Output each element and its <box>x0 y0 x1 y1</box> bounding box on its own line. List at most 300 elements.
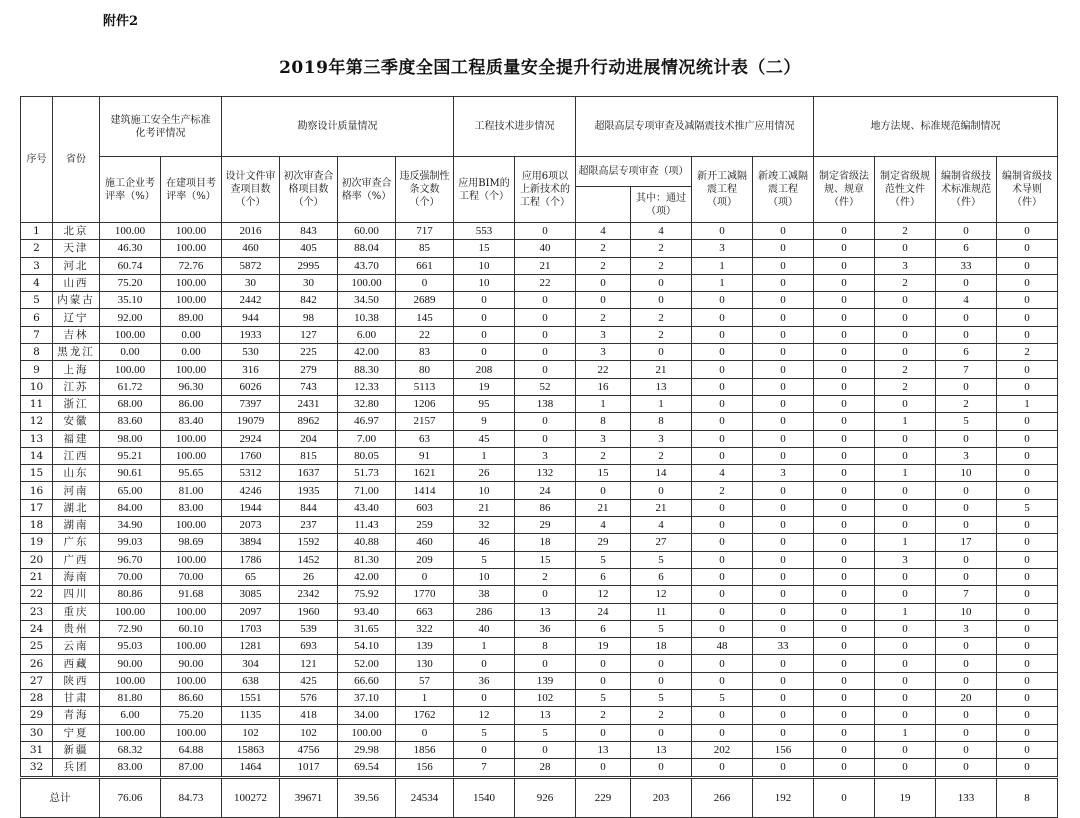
row-province: 云南 <box>53 638 100 655</box>
table-cell: 237 <box>280 517 338 534</box>
table-cell: 7 <box>936 586 997 603</box>
table-cell: 91.68 <box>161 586 222 603</box>
table-cell: 3 <box>936 447 997 464</box>
row-province: 河南 <box>53 482 100 499</box>
table-cell: 29 <box>515 517 576 534</box>
table-cell: 0 <box>692 534 753 551</box>
total-cell: 229 <box>576 777 631 817</box>
table-cell: 0 <box>875 430 936 447</box>
table-cell: 0 <box>753 517 814 534</box>
table-cell: 70.00 <box>100 568 161 585</box>
table-cell: 15 <box>454 240 515 257</box>
table-cell: 1762 <box>396 707 454 724</box>
table-cell: 259 <box>396 517 454 534</box>
table-cell: 127 <box>280 326 338 343</box>
total-cell: 19 <box>875 777 936 817</box>
table-cell: 0 <box>875 638 936 655</box>
table-cell: 2097 <box>222 603 280 620</box>
header-c8: 应用6项以上新技术的工程（个） <box>515 157 576 223</box>
table-cell: 0 <box>753 257 814 274</box>
table-cell: 2 <box>576 447 631 464</box>
table-cell: 132 <box>515 465 576 482</box>
header-c9b: 其中：通过（项） <box>631 187 692 223</box>
table-cell: 0 <box>753 707 814 724</box>
row-seq: 4 <box>21 274 53 291</box>
table-cell: 4 <box>576 517 631 534</box>
table-row <box>21 534 1058 551</box>
table-cell: 80.86 <box>100 586 161 603</box>
table-cell: 0 <box>997 551 1058 568</box>
row-province: 海南 <box>53 568 100 585</box>
table-cell: 0 <box>692 309 753 326</box>
table-cell: 0 <box>875 586 936 603</box>
table-cell: 83.40 <box>161 413 222 430</box>
table-cell: 0 <box>814 724 875 741</box>
row-province: 江苏 <box>53 378 100 395</box>
row-province: 新疆 <box>53 741 100 758</box>
table-cell: 48 <box>692 638 753 655</box>
table-cell: 316 <box>222 361 280 378</box>
table-row <box>21 759 1058 777</box>
table-row <box>21 413 1058 430</box>
table-cell: 1 <box>454 638 515 655</box>
row-seq: 22 <box>21 586 53 603</box>
table-cell: 70.00 <box>161 568 222 585</box>
table-cell: 71.00 <box>338 482 396 499</box>
header-c10: 新开工减隔震工程（项） <box>692 157 753 223</box>
table-cell: 1621 <box>396 465 454 482</box>
table-cell: 68.00 <box>100 395 161 412</box>
table-cell: 37.10 <box>338 690 396 707</box>
table-cell: 36 <box>454 672 515 689</box>
table-cell: 0 <box>814 430 875 447</box>
table-cell: 539 <box>280 620 338 637</box>
table-cell: 0 <box>997 741 1058 758</box>
row-seq: 12 <box>21 413 53 430</box>
row-province: 浙江 <box>53 395 100 412</box>
table-cell: 4 <box>692 465 753 482</box>
table-row <box>21 690 1058 707</box>
table-cell: 3 <box>576 326 631 343</box>
table-cell: 0 <box>875 517 936 534</box>
table-cell: 1637 <box>280 465 338 482</box>
table-cell: 81.30 <box>338 551 396 568</box>
table-cell: 0 <box>997 223 1058 240</box>
table-cell: 100.00 <box>161 447 222 464</box>
table-cell: 0 <box>814 465 875 482</box>
table-cell: 0 <box>997 724 1058 741</box>
table-row <box>21 395 1058 412</box>
table-cell: 663 <box>396 603 454 620</box>
row-seq: 17 <box>21 499 53 516</box>
table-cell: 31.65 <box>338 620 396 637</box>
table-cell: 0 <box>814 690 875 707</box>
table-cell: 100.00 <box>161 724 222 741</box>
table-row <box>21 603 1058 620</box>
table-cell: 0 <box>997 361 1058 378</box>
table-cell: 1464 <box>222 759 280 777</box>
table-cell: 0 <box>875 707 936 724</box>
table-cell: 7.00 <box>338 430 396 447</box>
table-cell: 10 <box>936 465 997 482</box>
table-row <box>21 378 1058 395</box>
row-province: 天津 <box>53 240 100 257</box>
table-cell: 0 <box>936 378 997 395</box>
table-cell: 57 <box>396 672 454 689</box>
table-cell: 0 <box>631 655 692 672</box>
table-cell: 0 <box>814 534 875 551</box>
table-cell: 2 <box>875 378 936 395</box>
table-cell: 0 <box>631 292 692 309</box>
row-seq: 7 <box>21 326 53 343</box>
table-cell: 0 <box>814 395 875 412</box>
row-seq: 29 <box>21 707 53 724</box>
total-cell: 1540 <box>454 777 515 817</box>
table-row <box>21 465 1058 482</box>
table-cell: 0 <box>753 759 814 777</box>
table-cell: 0 <box>997 620 1058 637</box>
table-cell: 72.90 <box>100 620 161 637</box>
row-seq: 11 <box>21 395 53 412</box>
table-cell: 2073 <box>222 517 280 534</box>
table-cell: 0 <box>753 603 814 620</box>
table-cell: 88.04 <box>338 240 396 257</box>
table-cell: 0 <box>814 447 875 464</box>
table-cell: 0 <box>997 274 1058 291</box>
table-cell: 35.10 <box>100 292 161 309</box>
row-seq: 30 <box>21 724 53 741</box>
table-cell: 100.00 <box>161 223 222 240</box>
table-row <box>21 274 1058 291</box>
table-row <box>21 551 1058 568</box>
table-cell: 3 <box>576 344 631 361</box>
row-province: 贵州 <box>53 620 100 637</box>
table-cell: 0 <box>692 430 753 447</box>
table-cell: 0 <box>936 707 997 724</box>
table-cell: 0 <box>692 620 753 637</box>
table-cell: 0 <box>997 638 1058 655</box>
row-seq: 9 <box>21 361 53 378</box>
table-cell: 98.00 <box>100 430 161 447</box>
header-c2: 在建项目考评率（%） <box>161 157 222 223</box>
row-province: 山西 <box>53 274 100 291</box>
table-cell: 0 <box>753 378 814 395</box>
table-cell: 38 <box>454 586 515 603</box>
table-cell: 0 <box>515 586 576 603</box>
table-cell: 86.60 <box>161 690 222 707</box>
table-cell: 0 <box>997 326 1058 343</box>
table-cell: 0 <box>875 568 936 585</box>
table-cell: 10 <box>454 568 515 585</box>
table-cell: 0 <box>814 603 875 620</box>
table-cell: 576 <box>280 690 338 707</box>
table-cell: 4756 <box>280 741 338 758</box>
table-cell: 75.92 <box>338 586 396 603</box>
table-cell: 1770 <box>396 586 454 603</box>
row-province: 宁夏 <box>53 724 100 741</box>
table-cell: 83.60 <box>100 413 161 430</box>
table-cell: 145 <box>396 309 454 326</box>
table-cell: 2 <box>997 344 1058 361</box>
total-cell: 133 <box>936 777 997 817</box>
row-seq: 15 <box>21 465 53 482</box>
table-cell: 11 <box>631 603 692 620</box>
table-cell: 0 <box>576 759 631 777</box>
table-cell: 0 <box>997 430 1058 447</box>
table-cell: 100.00 <box>161 638 222 655</box>
table-cell: 1 <box>576 395 631 412</box>
row-province: 湖北 <box>53 499 100 516</box>
table-cell: 0 <box>814 413 875 430</box>
row-province: 江西 <box>53 447 100 464</box>
table-cell: 83.00 <box>100 759 161 777</box>
table-cell: 6 <box>936 240 997 257</box>
table-cell: 3 <box>692 240 753 257</box>
table-cell: 86.00 <box>161 395 222 412</box>
header-c12: 制定省级法规、规章（件） <box>814 157 875 223</box>
row-province: 青海 <box>53 707 100 724</box>
table-cell: 2 <box>576 309 631 326</box>
table-cell: 42.00 <box>338 344 396 361</box>
table-cell: 0 <box>814 292 875 309</box>
table-cell: 80.05 <box>338 447 396 464</box>
table-cell: 27 <box>631 534 692 551</box>
table-row <box>21 361 1058 378</box>
table-cell: 0 <box>936 568 997 585</box>
table-cell: 0 <box>997 447 1058 464</box>
table-row <box>21 326 1058 343</box>
table-cell: 83.00 <box>161 499 222 516</box>
table-cell: 0 <box>875 292 936 309</box>
table-cell: 0 <box>875 741 936 758</box>
table-cell: 26 <box>454 465 515 482</box>
header-seq: 序号 <box>21 97 53 223</box>
table-cell: 0 <box>396 274 454 291</box>
header-group-design: 勘察设计质量情况 <box>222 97 454 157</box>
table-cell: 95.03 <box>100 638 161 655</box>
table-cell: 0 <box>814 638 875 655</box>
table-cell: 5113 <box>396 378 454 395</box>
table-cell: 72.76 <box>161 257 222 274</box>
table-cell: 1 <box>875 465 936 482</box>
table-cell: 98 <box>280 309 338 326</box>
table-cell: 42.00 <box>338 568 396 585</box>
table-cell: 0 <box>631 274 692 291</box>
table-cell: 1703 <box>222 620 280 637</box>
table-cell: 33 <box>753 638 814 655</box>
total-cell: 39.56 <box>338 777 396 817</box>
table-cell: 5 <box>576 690 631 707</box>
table-cell: 0 <box>814 517 875 534</box>
header-c11: 新竣工减隔震工程（项） <box>753 157 814 223</box>
total-cell: 266 <box>692 777 753 817</box>
table-cell: 1933 <box>222 326 280 343</box>
table-cell: 92.00 <box>100 309 161 326</box>
table-cell: 100.00 <box>161 361 222 378</box>
table-cell: 0 <box>936 672 997 689</box>
header-c13: 制定省级规范性文件（件） <box>875 157 936 223</box>
table-row <box>21 482 1058 499</box>
table-cell: 26 <box>280 568 338 585</box>
table-cell: 30 <box>222 274 280 291</box>
table-cell: 2157 <box>396 413 454 430</box>
table-cell: 8 <box>631 413 692 430</box>
table-cell: 0 <box>814 672 875 689</box>
table-cell: 0 <box>515 361 576 378</box>
table-cell: 5 <box>997 499 1058 516</box>
table-cell: 75.20 <box>100 274 161 291</box>
table-cell: 0 <box>875 240 936 257</box>
table-cell: 5 <box>631 551 692 568</box>
total-label: 总计 <box>21 777 100 817</box>
table-cell: 15863 <box>222 741 280 758</box>
table-cell: 3894 <box>222 534 280 551</box>
table-cell: 0 <box>692 344 753 361</box>
table-cell: 100.00 <box>100 361 161 378</box>
table-cell: 0 <box>875 482 936 499</box>
table-cell: 0 <box>753 326 814 343</box>
table-cell: 225 <box>280 344 338 361</box>
table-cell: 0 <box>814 326 875 343</box>
table-cell: 86 <box>515 499 576 516</box>
table-cell: 2 <box>631 707 692 724</box>
table-cell: 95.65 <box>161 465 222 482</box>
table-row <box>21 672 1058 689</box>
table-cell: 2 <box>576 707 631 724</box>
table-cell: 5 <box>515 724 576 741</box>
row-seq: 1 <box>21 223 53 240</box>
table-cell: 90.61 <box>100 465 161 482</box>
table-cell: 0 <box>875 447 936 464</box>
table-cell: 460 <box>396 534 454 551</box>
header-c6: 违反强制性条文数（个） <box>396 157 454 223</box>
table-cell: 0 <box>753 724 814 741</box>
table-cell: 40.88 <box>338 534 396 551</box>
table-cell: 0 <box>936 551 997 568</box>
table-cell: 322 <box>396 620 454 637</box>
table-cell: 0 <box>396 568 454 585</box>
table-cell: 1 <box>875 413 936 430</box>
table-row <box>21 240 1058 257</box>
table-cell: 7 <box>936 361 997 378</box>
row-province: 陕西 <box>53 672 100 689</box>
row-province: 上海 <box>53 361 100 378</box>
table-cell: 12 <box>631 586 692 603</box>
table-cell: 0 <box>997 413 1058 430</box>
table-cell: 0 <box>936 274 997 291</box>
table-cell: 5872 <box>222 257 280 274</box>
table-cell: 0 <box>814 309 875 326</box>
table-cell: 0 <box>936 499 997 516</box>
table-cell: 52.00 <box>338 655 396 672</box>
table-cell: 43.40 <box>338 499 396 516</box>
table-cell: 3 <box>631 430 692 447</box>
table-cell: 8 <box>515 638 576 655</box>
table-cell: 66.60 <box>338 672 396 689</box>
table-cell: 202 <box>692 741 753 758</box>
table-cell: 842 <box>280 292 338 309</box>
table-cell: 32 <box>454 517 515 534</box>
table-cell: 1592 <box>280 534 338 551</box>
table-cell: 0 <box>753 482 814 499</box>
row-province: 河北 <box>53 257 100 274</box>
header-c15: 编制省级技术导则（件） <box>997 157 1058 223</box>
total-cell: 100272 <box>222 777 280 817</box>
table-cell: 2 <box>576 240 631 257</box>
table-cell: 209 <box>396 551 454 568</box>
table-cell: 1452 <box>280 551 338 568</box>
table-cell: 6 <box>576 568 631 585</box>
table-cell: 11.43 <box>338 517 396 534</box>
table-cell: 460 <box>222 240 280 257</box>
table-cell: 815 <box>280 447 338 464</box>
table-cell: 0 <box>753 395 814 412</box>
row-seq: 5 <box>21 292 53 309</box>
table-cell: 0 <box>997 240 1058 257</box>
row-seq: 23 <box>21 603 53 620</box>
header-group-seismic: 超限高层专项审查及减隔震技术推广应用情况 <box>576 97 814 157</box>
row-province: 内蒙古 <box>53 292 100 309</box>
table-cell: 638 <box>222 672 280 689</box>
table-cell: 130 <box>396 655 454 672</box>
table-cell: 0 <box>515 223 576 240</box>
table-cell: 1 <box>692 257 753 274</box>
table-cell: 9 <box>454 413 515 430</box>
table-row <box>21 707 1058 724</box>
table-cell: 0 <box>814 274 875 291</box>
table-cell: 138 <box>515 395 576 412</box>
table-cell: 2 <box>692 482 753 499</box>
table-cell: 102 <box>280 724 338 741</box>
table-cell: 0 <box>997 378 1058 395</box>
table-cell: 0 <box>814 361 875 378</box>
header-province: 省份 <box>53 97 100 223</box>
table-row <box>21 257 1058 274</box>
table-cell: 1 <box>454 447 515 464</box>
table-cell: 6.00 <box>100 707 161 724</box>
table-cell: 6.00 <box>338 326 396 343</box>
header-group-tech: 工程技术进步情况 <box>454 97 576 157</box>
statistics-table <box>20 96 1058 818</box>
table-cell: 0 <box>814 223 875 240</box>
table-cell: 0 <box>753 430 814 447</box>
table-cell: 0 <box>875 759 936 777</box>
table-cell: 85 <box>396 240 454 257</box>
table-cell: 0 <box>454 741 515 758</box>
table-cell: 100.00 <box>100 326 161 343</box>
total-cell: 192 <box>753 777 814 817</box>
table-cell: 208 <box>454 361 515 378</box>
total-cell: 8 <box>997 777 1058 817</box>
table-cell: 28 <box>515 759 576 777</box>
table-cell: 425 <box>280 672 338 689</box>
row-seq: 6 <box>21 309 53 326</box>
table-cell: 19 <box>576 638 631 655</box>
table-cell: 0 <box>997 257 1058 274</box>
table-cell: 96.70 <box>100 551 161 568</box>
table-cell: 0 <box>753 551 814 568</box>
table-row <box>21 292 1058 309</box>
table-cell: 16 <box>576 378 631 395</box>
header-c5: 初次审查合格率（%） <box>338 157 396 223</box>
table-cell: 0 <box>576 292 631 309</box>
table-cell: 1935 <box>280 482 338 499</box>
table-cell: 24 <box>515 482 576 499</box>
table-cell: 2924 <box>222 430 280 447</box>
total-cell: 39671 <box>280 777 338 817</box>
table-cell: 100.00 <box>100 724 161 741</box>
table-cell: 0 <box>753 655 814 672</box>
